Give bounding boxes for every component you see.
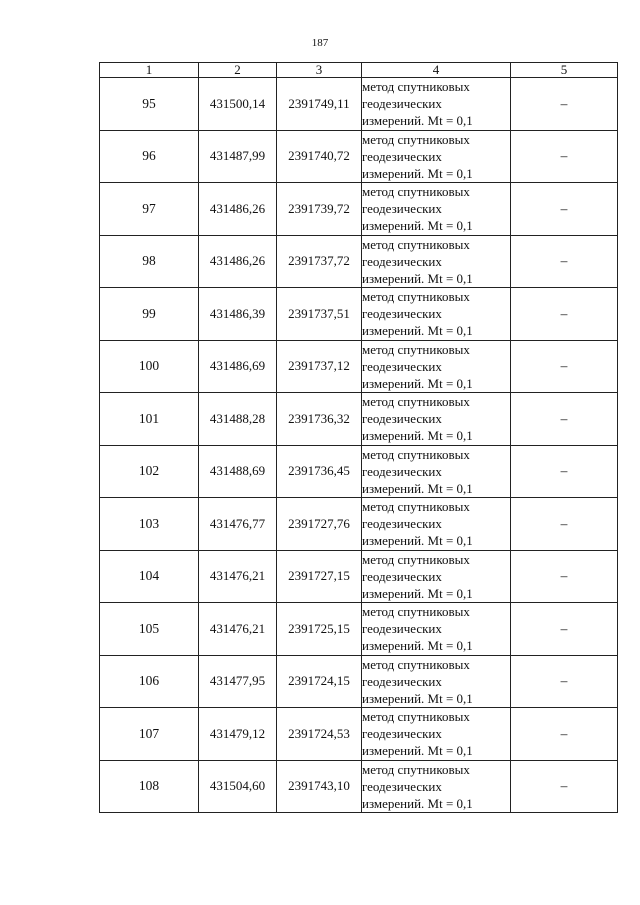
method-text-line: измерений. Mt = 0,1 [362,165,473,181]
note-cell: – [511,393,618,446]
table-row [100,130,618,183]
method-cell [362,183,511,236]
method-text-line: геодезических [362,463,442,479]
point-number-cell: 101 [100,393,199,446]
note-cell: – [511,550,618,603]
note-cell: – [511,130,618,183]
point-number-cell: 102 [100,445,199,498]
method-text-line: метод спутниковых [362,341,470,357]
point-number-cell: 104 [100,550,199,603]
column-header: 5 [511,63,618,78]
method-text-line: метод спутниковых [362,604,470,620]
note-cell: – [511,340,618,393]
coordinate-y-cell: 2391725,15 [277,603,362,656]
method-text-line: измерений. Mt = 0,1 [362,585,473,601]
method-text-line: измерений. Mt = 0,1 [362,743,473,759]
coordinate-x-cell: 431486,26 [199,235,277,288]
coordinate-y-cell: 2391736,45 [277,445,362,498]
note-cell: – [511,655,618,708]
method-text-line: геодезических [362,568,442,584]
coordinate-y-cell: 2391743,10 [277,760,362,813]
method-text-line: измерений. Mt = 0,1 [362,638,473,654]
table-row [100,183,618,236]
method-text-line: измерений. Mt = 0,1 [362,428,473,444]
method-cell [362,445,511,498]
page-number: 187 [311,37,329,49]
note-cell: – [511,183,618,236]
coordinate-y-cell: 2391724,15 [277,655,362,708]
method-text-line: метод спутниковых [362,394,470,410]
note-cell: – [511,78,618,131]
coordinate-x-cell: 431488,28 [199,393,277,446]
point-number-cell: 97 [100,183,199,236]
method-text-line: метод спутниковых [362,761,470,777]
coordinate-x-cell: 431477,95 [199,655,277,708]
method-cell [362,655,511,708]
point-number-cell: 95 [100,78,199,131]
method-text-line: геодезических [362,148,442,164]
point-number-cell: 103 [100,498,199,551]
note-cell: – [511,445,618,498]
method-text-line: геодезических [362,358,442,374]
column-header: 1 [100,63,199,78]
note-cell: – [511,235,618,288]
table-row [100,550,618,603]
column-header: 3 [277,63,362,78]
coordinate-x-cell: 431487,99 [199,130,277,183]
method-cell [362,340,511,393]
note-cell: – [511,708,618,761]
method-text-line: геодезических [362,516,442,532]
method-text-line: геодезических [362,96,442,112]
coordinate-y-cell: 2391739,72 [277,183,362,236]
method-cell [362,708,511,761]
coordinate-y-cell: 2391736,32 [277,393,362,446]
method-cell [362,498,511,551]
method-text-line: измерений. Mt = 0,1 [362,795,473,811]
coordinate-x-cell: 431500,14 [199,78,277,131]
method-text-line: измерений. Mt = 0,1 [362,323,473,339]
table-row [100,760,618,813]
method-cell [362,603,511,656]
table-row [100,340,618,393]
coordinate-x-cell: 431476,21 [199,603,277,656]
coordinate-y-cell: 2391737,12 [277,340,362,393]
coordinate-x-cell: 431504,60 [199,760,277,813]
point-number-cell: 98 [100,235,199,288]
coordinate-x-cell: 431486,39 [199,288,277,341]
method-cell [362,760,511,813]
method-cell [362,288,511,341]
method-text-line: метод спутниковых [362,551,470,567]
table-row [100,655,618,708]
method-text-line: метод спутниковых [362,236,470,252]
point-number-cell: 107 [100,708,199,761]
column-header: 4 [362,63,511,78]
note-cell: – [511,288,618,341]
point-number-cell: 106 [100,655,199,708]
point-number-cell: 105 [100,603,199,656]
method-text-line: геодезических [362,411,442,427]
method-text-line: метод спутниковых [362,446,470,462]
coordinate-x-cell: 431476,77 [199,498,277,551]
coordinate-x-cell: 431476,21 [199,550,277,603]
coordinate-y-cell: 2391740,72 [277,130,362,183]
method-text-line: метод спутниковых [362,79,470,95]
point-number-cell: 99 [100,288,199,341]
method-text-line: метод спутниковых [362,709,470,725]
coordinate-x-cell: 431479,12 [199,708,277,761]
method-text-line: метод спутниковых [362,499,470,515]
coordinate-y-cell: 2391737,51 [277,288,362,341]
coordinate-y-cell: 2391749,11 [277,78,362,131]
method-text-line: метод спутниковых [362,131,470,147]
method-text-line: измерений. Mt = 0,1 [362,270,473,286]
coordinates-table-body [100,63,618,813]
table-row [100,288,618,341]
method-text-line: измерений. Mt = 0,1 [362,533,473,549]
coordinate-y-cell: 2391727,15 [277,550,362,603]
method-cell [362,130,511,183]
table-row [100,393,618,446]
method-text-line: геодезических [362,778,442,794]
point-number-cell: 100 [100,340,199,393]
method-text-line: геодезических [362,201,442,217]
coordinate-y-cell: 2391727,76 [277,498,362,551]
coordinate-x-cell: 431486,69 [199,340,277,393]
coordinate-x-cell: 431488,69 [199,445,277,498]
table-row [100,498,618,551]
table-row [100,78,618,131]
method-text-line: метод спутниковых [362,289,470,305]
method-cell [362,550,511,603]
method-text-line: измерений. Mt = 0,1 [362,480,473,496]
coordinates-table [99,62,618,813]
method-text-line: измерений. Mt = 0,1 [362,218,473,234]
table-row [100,235,618,288]
point-number-cell: 96 [100,130,199,183]
note-cell: – [511,603,618,656]
coordinate-y-cell: 2391724,53 [277,708,362,761]
coordinate-y-cell: 2391737,72 [277,235,362,288]
coordinate-x-cell: 431486,26 [199,183,277,236]
point-number-cell: 108 [100,760,199,813]
method-text-line: метод спутниковых [362,656,470,672]
method-text-line: измерений. Mt = 0,1 [362,113,473,129]
method-cell [362,235,511,288]
method-cell [362,78,511,131]
table-row [100,445,618,498]
method-text-line: геодезических [362,621,442,637]
method-text-line: метод спутниковых [362,184,470,200]
method-text-line: геодезических [362,306,442,322]
note-cell: – [511,760,618,813]
table-row [100,603,618,656]
method-text-line: измерений. Mt = 0,1 [362,375,473,391]
method-text-line: геодезических [362,253,442,269]
table-header-row [100,63,618,78]
column-header: 2 [199,63,277,78]
method-cell [362,393,511,446]
method-text-line: геодезических [362,726,442,742]
note-cell: – [511,498,618,551]
method-text-line: геодезических [362,673,442,689]
method-text-line: измерений. Mt = 0,1 [362,690,473,706]
table-row [100,708,618,761]
